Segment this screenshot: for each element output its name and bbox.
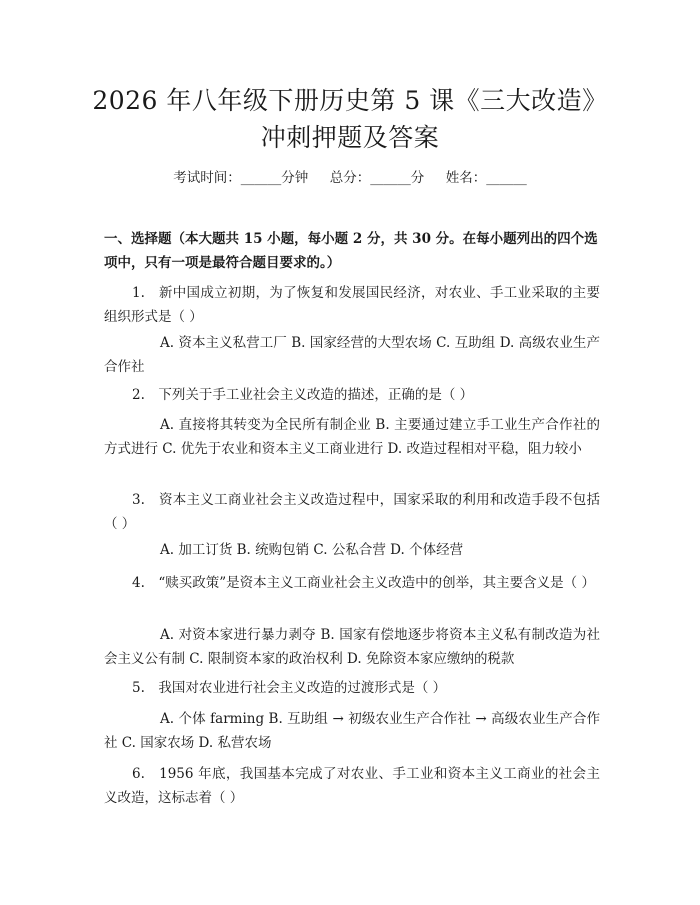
question-6-stem: 6. 1956 年底，我国基本完成了对农业、手工业和资本主义工商业的社会主义改造，这标志着（ ） <box>104 766 600 806</box>
question-5-stem: 5. 我国对农业进行社会主义改造的过渡形式是（ ） <box>132 680 447 696</box>
question-2-options: A. 直接将其转变为全民所有制企业 B. 主要通过建立手工业生产合作社的方式进行 C. 优先于农业和资本主义工商业进行 D. 改造过程相对平稳，阻力较小 <box>104 417 600 457</box>
question-5-options: A. 个体 farming B. 互助组 → 初级农业生产合作社 → 高级农业生产合作社 C. 国家农场 D. 私营农场 <box>104 711 600 751</box>
exam-info-line: 考试时间：______分钟 总分：______分 姓名：______ <box>173 170 527 186</box>
question-4-options: A. 对资本家进行暴力剥夺 B. 国家有偿地逐步将资本主义私有制改造为社会主义公有制 C. 限制资本家的政治权利 D. 免除资本家应缴纳的税款 <box>104 627 600 667</box>
question-3-options: A. 加工订货 B. 统购包销 C. 公私合营 D. 个体经营 <box>160 542 464 558</box>
question-4-stem: 4. “赎买政策”是资本主义工商业社会主义改造中的创举，其主要含义是（ ） <box>132 575 595 591</box>
question-1-stem: 1. 新中国成立初期，为了恢复和发展国民经济，对农业、手工业采取的主要组织形式是（ ） <box>104 285 600 325</box>
question-3-stem: 3. 资本主义工商业社会主义改造过程中，国家采取的利用和改造手段不包括（ ） <box>104 492 600 532</box>
section-heading: 一、选择题（本大题共 15 小题，每小题 2 分，共 30 分。在每小题列出的四个选项中，只有一项是最符合题目要求的。） <box>104 231 598 271</box>
document-title-line1: 2026 年八年级下册历史第 5 课《三大改造》 <box>92 86 608 115</box>
question-2-stem: 2. 下列关于手工业社会主义改造的描述，正确的是（ ） <box>132 387 474 403</box>
question-1-options: A. 资本主义私营工厂 B. 国家经营的大型农场 C. 互助组 D. 高级农业生产合作社 <box>104 335 600 375</box>
document-title-line2: 冲刺押题及答案 <box>260 123 440 152</box>
